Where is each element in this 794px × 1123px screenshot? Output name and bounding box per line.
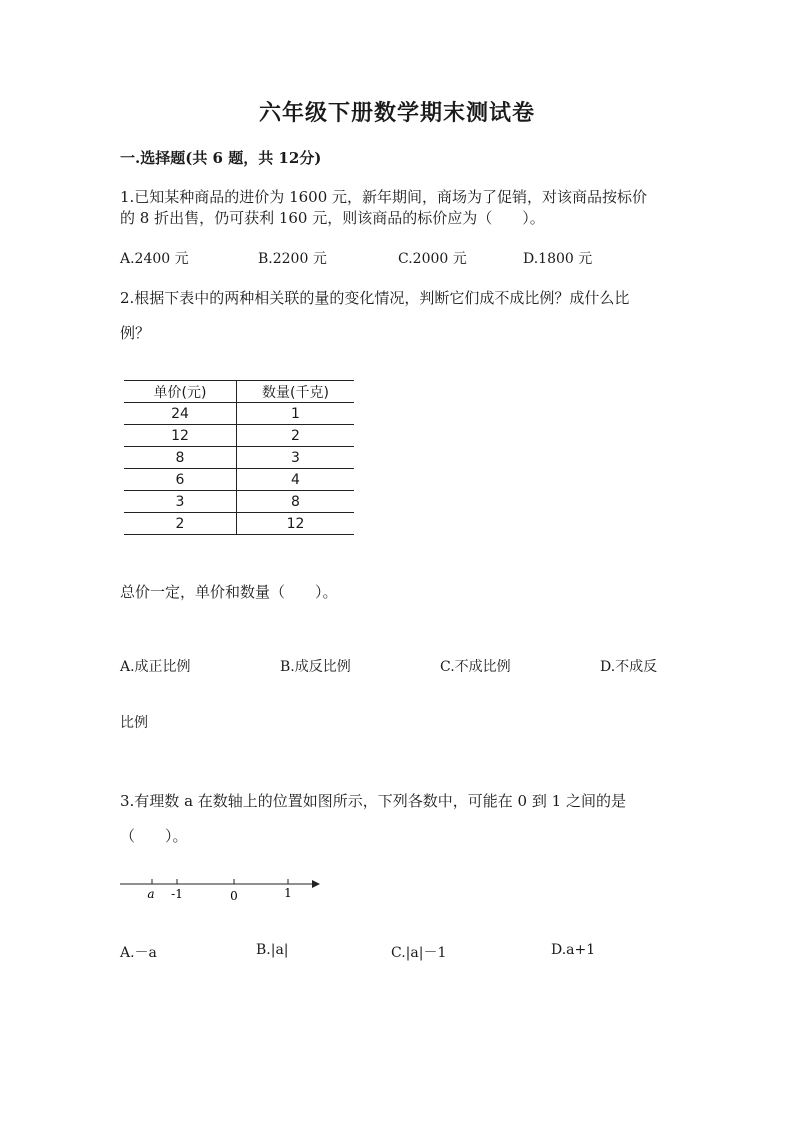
q1-line-2: 的 8 折出售，仍可获利 160 元，则该商品的标价应为（ ）。 (120, 209, 545, 227)
table-cell: 8 (124, 447, 237, 469)
table-row (124, 469, 354, 491)
number-line-arrow (312, 880, 320, 888)
table-row (124, 425, 354, 447)
table-cell: 6 (124, 469, 237, 491)
table-cell: 8 (237, 491, 355, 513)
table-cell: 1 (237, 403, 355, 425)
label-0: 0 (230, 889, 238, 903)
table-row (124, 491, 354, 513)
table-header-row (124, 381, 354, 403)
q1-option-d: D.1800 元 (523, 251, 593, 267)
price-quantity-table (124, 380, 354, 535)
q2-option-a: A.成正比例 (120, 659, 191, 675)
label-a: a (147, 887, 155, 901)
table-cell: 24 (124, 403, 237, 425)
q2-line-2: 例？ (120, 324, 151, 342)
table-header-quantity: 数量(千克) (237, 381, 355, 403)
number-line-figure (118, 872, 328, 906)
label-1: 1 (284, 886, 292, 900)
q2-prompt: 总价一定，单价和数量（ ）。 (120, 583, 338, 601)
q1-option-b: B.2200 元 (258, 251, 327, 267)
table-cell: 3 (237, 447, 355, 469)
q3-line-1: 3.有理数 a 在数轴上的位置如图所示，下列各数中，可能在 0 到 1 之间的是 (120, 792, 626, 810)
table-row (124, 447, 354, 469)
q3-option-b: B.|a| (256, 942, 289, 958)
table-cell: 2 (124, 513, 237, 535)
q3-line-2: （ ）。 (120, 827, 188, 845)
table-header-price: 单价(元) (124, 381, 237, 403)
table-row (124, 513, 354, 535)
table-row (124, 403, 354, 425)
q2-option-d: D.不成反 (600, 659, 658, 675)
table-cell: 4 (237, 469, 355, 491)
q2-option-c: C.不成比例 (440, 659, 511, 675)
q1-option-c: C.2000 元 (398, 251, 467, 267)
q2-option-d-wrap: 比例 (120, 715, 148, 731)
q2-line-1: 2.根据下表中的两种相关联的量的变化情况，判断它们成不成比例？成什么比 (120, 289, 630, 307)
q1-option-a: A.2400 元 (120, 251, 189, 267)
q3-option-a: A.－a (120, 945, 157, 961)
table-cell: 12 (124, 425, 237, 447)
q3-option-d: D.a+1 (551, 942, 596, 958)
table-cell: 12 (237, 513, 355, 535)
q1-line-1: 1.已知某种商品的进价为 1600 元，新年期间，商场为了促销，对该商品按标价 (120, 188, 648, 206)
label-minus-1: -1 (171, 887, 183, 901)
q3-option-c: C.|a|－1 (391, 945, 447, 961)
table-cell: 3 (124, 491, 237, 513)
table-cell: 2 (237, 425, 355, 447)
section-heading: 一.选择题(共 6 题，共 12分) (120, 149, 322, 167)
page-title: 六年级下册数学期末测试卷 (258, 100, 535, 126)
q2-option-b: B.成反比例 (280, 659, 351, 675)
